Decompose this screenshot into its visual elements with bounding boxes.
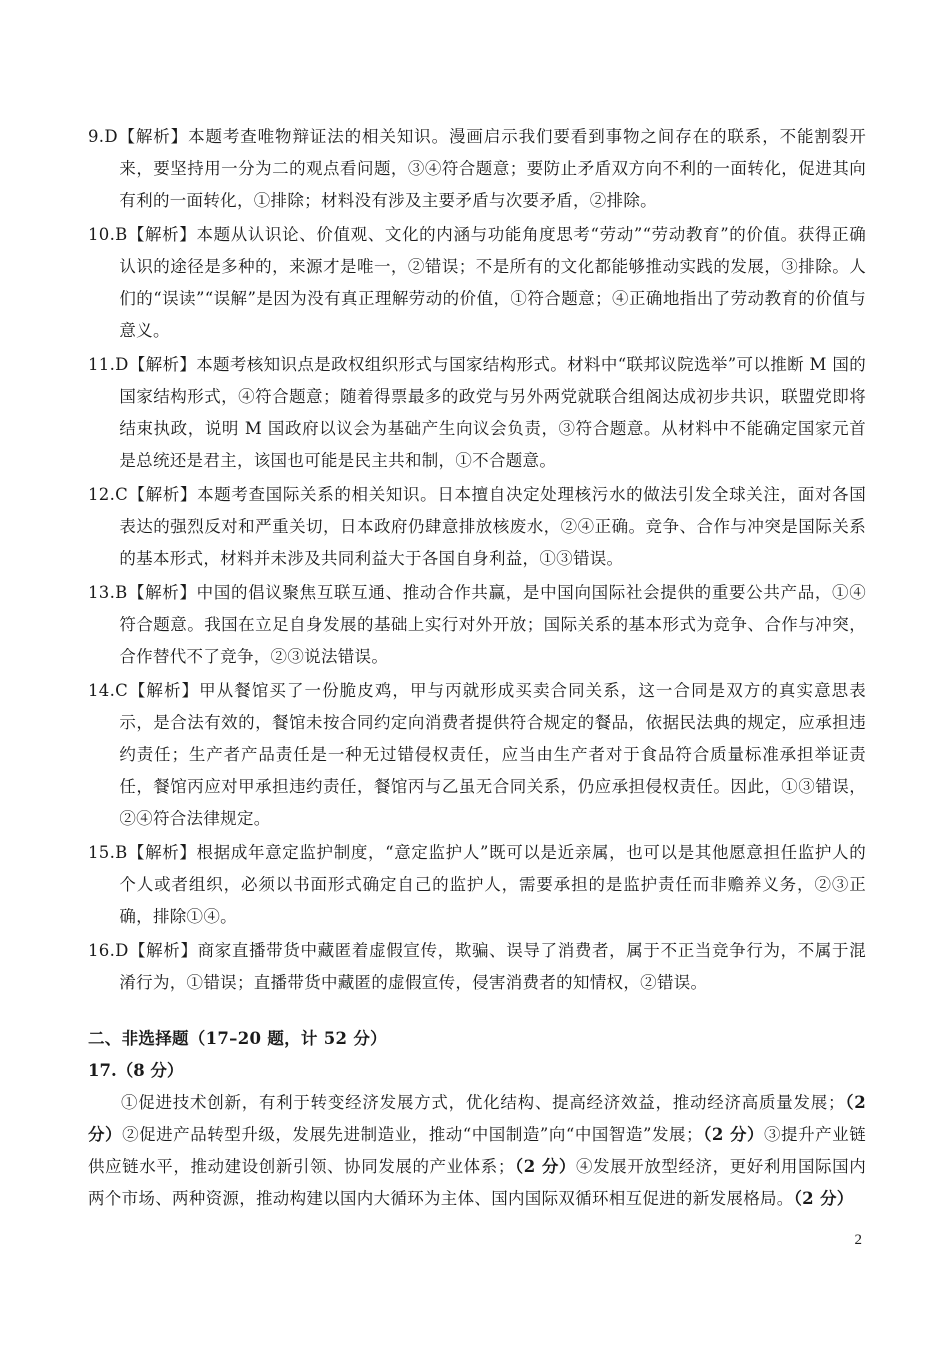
question-17-head: 17.（8 分） xyxy=(88,1061,184,1080)
answer-point-3: ③提升产业链供应链水平，推动建设创新引领、协同发展的产业体系； xyxy=(88,1125,866,1176)
answer-item-9 xyxy=(88,121,866,217)
answer-item-12 xyxy=(88,479,866,575)
item-text: 甲从餐馆买了一份脆皮鸡，甲与丙就形成买卖合同关系，这一合同是双方的真实意思表示，是合法有效的，餐馆未按合同约定向消费者提供符合规定的餐品，依据民法典的规定，应承担违约责任；生产者产品责任是一种无过错侵权责任，应当由生产者对于食品符合质量标准承担举证责任，餐馆丙应对甲承担违约责任，餐馆丙与乙虽无合同关系，仍应承担侵权责任。因此，①③错误，②④符合法律规定。 xyxy=(119,681,867,828)
point-score-1: （2 分） xyxy=(88,1093,866,1144)
answer-item-10 xyxy=(88,219,866,347)
item-head: 13.B【解析】 xyxy=(88,583,197,602)
item-text: 中国的倡议聚焦互联互通、推动合作共赢，是中国向国际社会提供的重要公共产品，①④符合题意。我国在立足自身发展的基础上实行对外开放；国际关系的基本形式为竞争、合作与冲突，合作替代不了竞争，②③说法错误。 xyxy=(119,583,867,666)
item-text: 本题考查唯物辩证法的相关知识。漫画启示我们要看到事物之间存在的联系，不能割裂开来，要坚持用一分为二的观点看问题，③④符合题意；要防止矛盾双方向不利的一面转化，促进其向有利的一面转化，①排除；材料没有涉及主要矛盾与次要矛盾，②排除。 xyxy=(119,127,866,210)
point-score-2: （2 分） xyxy=(702,1125,765,1144)
answer-point-4: ④发展开放型经济，更好利用国际国内两个市场、两种资源，推动构建以国内大循环为主体、国内国际双循环相互促进的新发展格局。 xyxy=(88,1157,866,1208)
answer-item-11 xyxy=(88,349,866,477)
point-score-4: （2 分） xyxy=(793,1189,854,1208)
answer-point-1: ①促进技术创新，有利于转变经济发展方式，优化结构、提高经济效益，推动经济高质量发展； xyxy=(121,1093,845,1112)
answer-item-14 xyxy=(88,675,866,835)
answer-item-13 xyxy=(88,577,866,673)
point-score-3: （2 分） xyxy=(514,1157,576,1176)
item-head: 16.D【解析】 xyxy=(88,941,198,960)
item-head: 14.C【解析】 xyxy=(88,681,200,700)
item-text: 本题考核知识点是政权组织形式与国家结构形式。材料中“联邦议院选举”可以推断 M 国的国家结构形式，④符合题意；随着得票最多的政党与另外两党就联合组阁达成初步共识，联盟党即将结束执政，说明 M 国政府以议会为基础产生向议会负责，③符合题意。从材料中不能确定国家元首是总统还是君主，该国也可能是民主共和制，①不合题意。 xyxy=(119,355,867,470)
page-number: 2 xyxy=(854,1232,862,1248)
item-text: 本题考查国际关系的相关知识。日本擅自决定处理核污水的做法引发全球关注，面对各国表达的强烈反对和严重关切，日本政府仍肆意排放核废水，②④正确。竞争、合作与冲突是国际关系的基本形式，材料并未涉及共同利益大于各国自身利益，①③错误。 xyxy=(119,485,867,568)
item-head: 9.D【解析】 xyxy=(88,127,189,146)
answer-content xyxy=(88,121,866,1215)
answer-item-15 xyxy=(88,837,866,933)
answer-item-16 xyxy=(88,935,866,999)
item-head: 15.B【解析】 xyxy=(88,843,197,862)
item-head: 11.D【解析】 xyxy=(88,355,197,374)
answer-point-2: ②促进产品转型升级，发展先进制造业，推动“中国制造”向“中国智造”发展； xyxy=(122,1125,703,1144)
item-text: 商家直播带货中藏匿着虚假宣传，欺骗、误导了消费者，属于不正当竞争行为，不属于混淆行为，①错误；直播带货中藏匿的虚假宣传，侵害消费者的知情权，②错误。 xyxy=(119,941,866,992)
question-17-answer xyxy=(88,1087,866,1215)
item-text: 根据成年意定监护制度，“意定监护人”既可以是近亲属，也可以是其他愿意担任监护人的个人或者组织，必须以书面形式确定自己的监护人，需要承担的是监护责任而非赡养义务，②③正确，排除①④。 xyxy=(119,843,866,926)
item-head: 10.B【解析】 xyxy=(88,225,197,244)
item-head: 12.C【解析】 xyxy=(88,485,198,504)
item-text: 本题从认识论、价值观、文化的内涵与功能角度思考“劳动”“劳动教育”的价值。获得正确认识的途径是多种的，来源才是唯一，②错误；不是所有的文化都能够推动实践的发展，③排除。人们的“误读”“误解”是因为没有真正理解劳动的价值，①符合题意；④正确地指出了劳动教育的价值与意义。 xyxy=(119,225,866,340)
section-title: 二、非选择题（17–20 题，计 52 分） xyxy=(88,1029,387,1048)
